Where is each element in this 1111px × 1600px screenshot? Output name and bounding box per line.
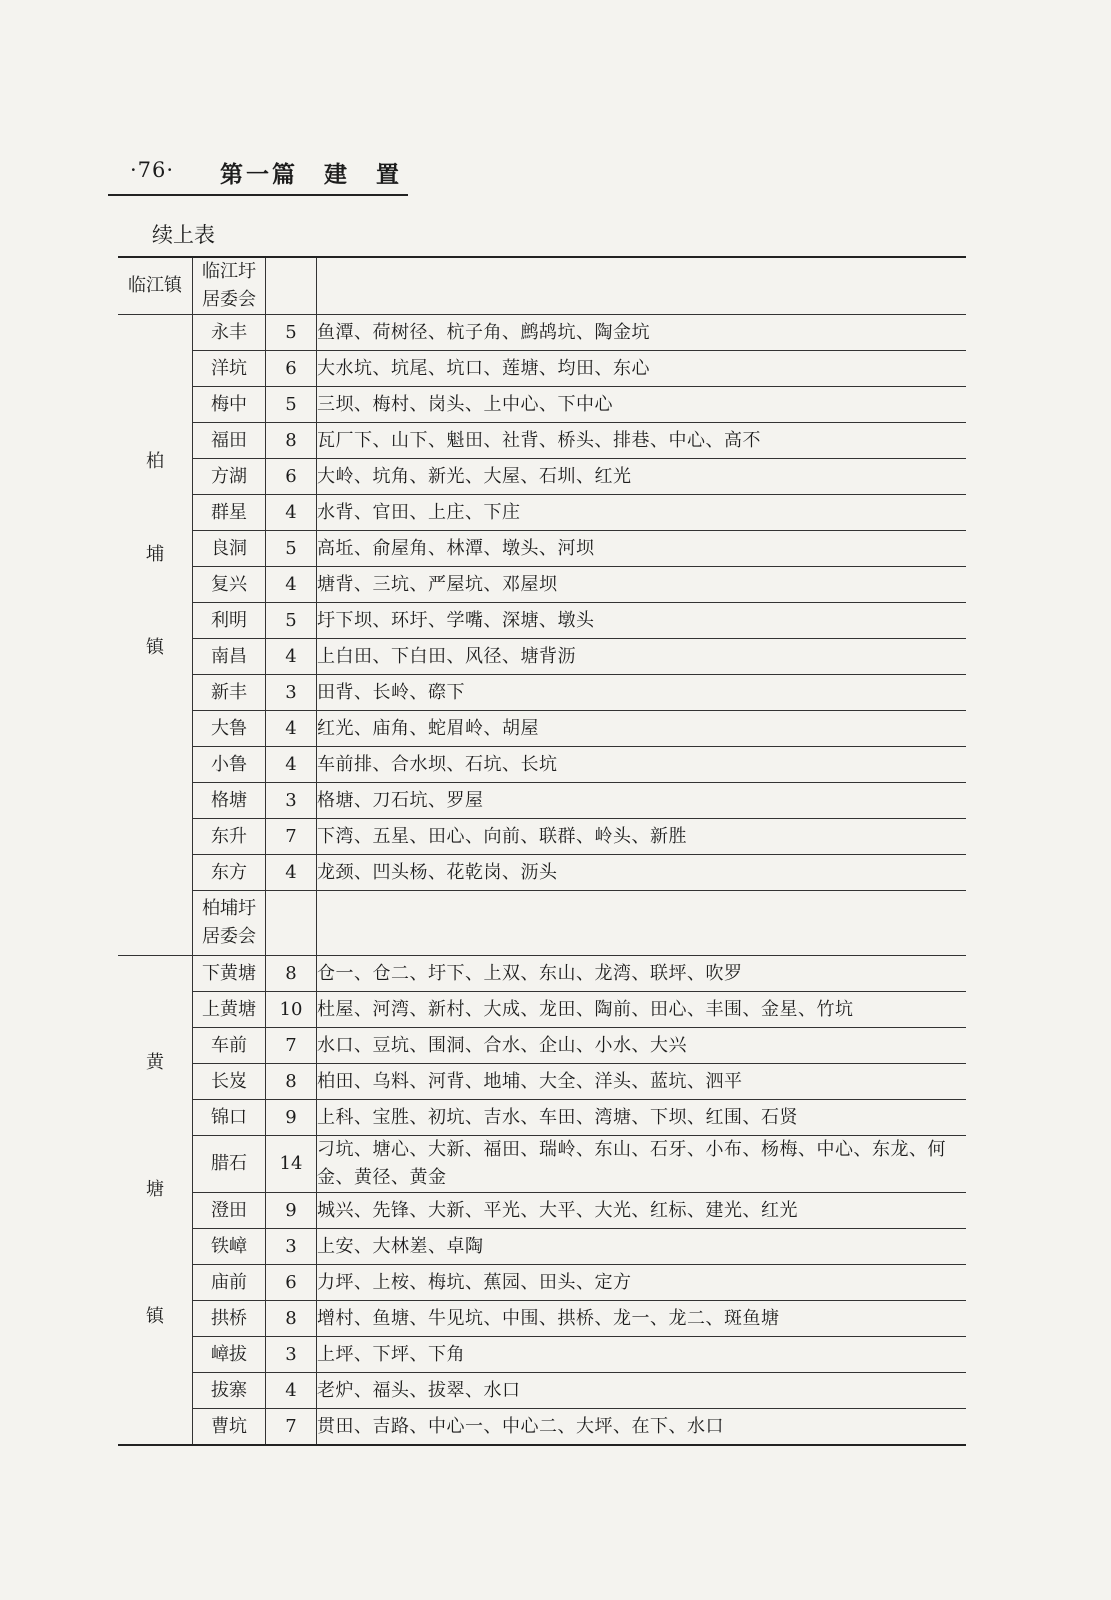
committee-name-cell: 群星	[193, 495, 266, 531]
table-row	[118, 855, 966, 891]
count-cell: 4	[266, 855, 317, 891]
villages-cell: 上白田、下白田、风径、塘背沥	[317, 639, 967, 675]
villages-cell: 田背、长岭、磜下	[317, 675, 967, 711]
committee-name-cell: 腊石	[193, 1136, 266, 1193]
villages-cell: 上安、大林嵳、卓陶	[317, 1229, 967, 1265]
table-row	[118, 1136, 966, 1193]
town-char: 镇	[146, 1305, 164, 1327]
count-cell: 4	[266, 495, 317, 531]
villages-cell: 格塘、刀石坑、罗屋	[317, 783, 967, 819]
town-char: 镇	[146, 637, 164, 659]
town-char: 埔	[146, 543, 164, 565]
table-row	[118, 387, 966, 423]
table-row	[118, 783, 966, 819]
count-cell: 7	[266, 1409, 317, 1446]
villages-cell: 仓一、仓二、圩下、上双、东山、龙湾、联坪、吹罗	[317, 956, 967, 992]
count-cell: 8	[266, 1064, 317, 1100]
table-row	[118, 711, 966, 747]
committee-name-cell: 长岌	[193, 1064, 266, 1100]
table-row	[118, 1373, 966, 1409]
count-cell: 4	[266, 747, 317, 783]
count-cell: 5	[266, 387, 317, 423]
count-cell: 9	[266, 1100, 317, 1136]
villages-cell: 塘背、三坑、严屋坑、邓屋坝	[317, 567, 967, 603]
town-cell: 临江镇	[118, 257, 193, 315]
town-cell-huangtang	[118, 956, 193, 1446]
committee-name-cell: 东方	[193, 855, 266, 891]
committee-name-cell: 格塘	[193, 783, 266, 819]
town-char: 黄	[146, 1052, 164, 1074]
count-cell: 6	[266, 1265, 317, 1301]
table-row	[118, 1337, 966, 1373]
committee-name-cell: 永丰	[193, 315, 266, 351]
table-row	[118, 495, 966, 531]
count-cell: 5	[266, 315, 317, 351]
table-row	[118, 257, 966, 315]
committee-name-cell: 上黄塘	[193, 992, 266, 1028]
committee-name-cell: 庙前	[193, 1265, 266, 1301]
table-row	[118, 992, 966, 1028]
count-cell: 3	[266, 783, 317, 819]
villages-cell: 红光、庙角、蛇眉岭、胡屋	[317, 711, 967, 747]
count-cell: 3	[266, 1337, 317, 1373]
villages-cell: 瓦厂下、山下、魁田、社背、桥头、排巷、中心、高不	[317, 423, 967, 459]
count-cell: 8	[266, 956, 317, 992]
count-cell: 4	[266, 567, 317, 603]
committee-name: 柏埔圩居委会	[202, 898, 256, 947]
committee-name-cell: 方湖	[193, 459, 266, 495]
table-row	[118, 1193, 966, 1229]
villages-cell: 水口、豆坑、围洞、合水、企山、小水、大兴	[317, 1028, 967, 1064]
committee-name-cell: 福田	[193, 423, 266, 459]
table-row	[118, 423, 966, 459]
table-row	[118, 747, 966, 783]
committee-name-cell: 新丰	[193, 675, 266, 711]
committee-name-cell: 洋坑	[193, 351, 266, 387]
villages-cell: 圩下坝、环圩、学嘴、深塘、墩头	[317, 603, 967, 639]
committee-name-cell: 铁嶂	[193, 1229, 266, 1265]
table-row	[118, 891, 966, 956]
count-cell	[266, 257, 317, 315]
committee-name-cell: 拱桥	[193, 1301, 266, 1337]
villages-cell: 高坵、俞屋角、林潭、墩头、河坝	[317, 531, 967, 567]
villages-cell: 增村、鱼塘、牛见坑、中围、拱桥、龙一、龙二、斑鱼塘	[317, 1301, 967, 1337]
villages-cell: 三坝、梅村、岗头、上中心、下中心	[317, 387, 967, 423]
town-char: 柏	[146, 450, 164, 472]
count-cell: 4	[266, 1373, 317, 1409]
committee-name-cell: 下黄塘	[193, 956, 266, 992]
count-cell: 6	[266, 351, 317, 387]
committee-name-cell: 梅中	[193, 387, 266, 423]
villages-cell	[317, 891, 967, 956]
table-row	[118, 603, 966, 639]
committee-name-cell: 大鲁	[193, 711, 266, 747]
villages-cell: 大岭、坑角、新光、大屋、石圳、红光	[317, 459, 967, 495]
page-header	[108, 150, 408, 196]
table-row	[118, 531, 966, 567]
table-row	[118, 315, 966, 351]
count-cell	[266, 891, 317, 956]
count-cell: 10	[266, 992, 317, 1028]
table-row	[118, 1229, 966, 1265]
town-cell-baipu	[118, 315, 193, 956]
town-char: 塘	[146, 1178, 164, 1200]
count-cell: 5	[266, 603, 317, 639]
continued-label: 续上表	[152, 223, 215, 247]
committee-name-cell: 澄田	[193, 1193, 266, 1229]
count-cell: 8	[266, 1301, 317, 1337]
count-cell: 4	[266, 639, 317, 675]
committee-name-cell: 曹坑	[193, 1409, 266, 1446]
count-cell: 7	[266, 1028, 317, 1064]
villages-cell	[317, 257, 967, 315]
committee-name-cell: 小鲁	[193, 747, 266, 783]
table-row	[118, 1265, 966, 1301]
villages-cell: 水背、官田、上庄、下庄	[317, 495, 967, 531]
villages-cell: 上科、宝胜、初坑、吉水、车田、湾塘、下坝、红围、石贤	[317, 1100, 967, 1136]
table-row	[118, 1028, 966, 1064]
table-row	[118, 1409, 966, 1446]
table-row	[118, 819, 966, 855]
committee-name: 临江圩居委会	[202, 261, 256, 310]
count-cell: 14	[266, 1136, 317, 1193]
table-row	[118, 956, 966, 992]
count-cell: 3	[266, 675, 317, 711]
villages-cell: 杜屋、河湾、新村、大成、龙田、陶前、田心、丰围、金星、竹坑	[317, 992, 967, 1028]
villages-cell: 大水坑、坑尾、坑口、莲塘、均田、东心	[317, 351, 967, 387]
villages-cell: 贯田、吉路、中心一、中心二、大坪、在下、水口	[317, 1409, 967, 1446]
committee-name-cell: 锦口	[193, 1100, 266, 1136]
villages-cell: 老炉、福头、拔翠、水口	[317, 1373, 967, 1409]
count-cell: 5	[266, 531, 317, 567]
village-table	[118, 256, 966, 1446]
table-row	[118, 639, 966, 675]
villages-cell: 力坪、上桉、梅坑、蕉园、田头、定方	[317, 1265, 967, 1301]
committee-name-cell: 南昌	[193, 639, 266, 675]
committee-name-cell	[193, 257, 266, 315]
villages-cell: 城兴、先锋、大新、平光、大平、大光、红标、建光、红光	[317, 1193, 967, 1229]
table-row	[118, 1301, 966, 1337]
section-title: 第一篇 建 置	[220, 161, 402, 188]
villages-cell: 车前排、合水坝、石坑、长坑	[317, 747, 967, 783]
villages-cell: 鱼潭、荷树径、杭子角、鹧鸪坑、陶金坑	[317, 315, 967, 351]
page-number: ·76·	[130, 158, 175, 182]
committee-name-cell: 利明	[193, 603, 266, 639]
committee-name-cell: 拔寨	[193, 1373, 266, 1409]
count-cell: 4	[266, 711, 317, 747]
table-row	[118, 351, 966, 387]
villages-cell: 刁坑、塘心、大新、福田、瑞岭、东山、石牙、小布、杨梅、中心、东龙、何金、黄径、黄金	[317, 1136, 967, 1193]
committee-name-cell: 车前	[193, 1028, 266, 1064]
table-row	[118, 1064, 966, 1100]
count-cell: 3	[266, 1229, 317, 1265]
table-row	[118, 675, 966, 711]
table-row	[118, 459, 966, 495]
table-row	[118, 567, 966, 603]
count-cell: 6	[266, 459, 317, 495]
committee-name-cell: 复兴	[193, 567, 266, 603]
count-cell: 9	[266, 1193, 317, 1229]
villages-cell: 下湾、五星、田心、向前、联群、岭头、新胜	[317, 819, 967, 855]
committee-name-cell: 良洞	[193, 531, 266, 567]
villages-cell: 柏田、乌料、河背、地埔、大全、洋头、蓝坑、泗平	[317, 1064, 967, 1100]
committee-name-cell	[193, 891, 266, 956]
count-cell: 7	[266, 819, 317, 855]
committee-name-cell: 嶂拔	[193, 1337, 266, 1373]
count-cell: 8	[266, 423, 317, 459]
villages-cell: 上坪、下坪、下角	[317, 1337, 967, 1373]
committee-name-cell: 东升	[193, 819, 266, 855]
villages-cell: 龙颈、凹头杨、花乾岗、沥头	[317, 855, 967, 891]
table-row	[118, 1100, 966, 1136]
